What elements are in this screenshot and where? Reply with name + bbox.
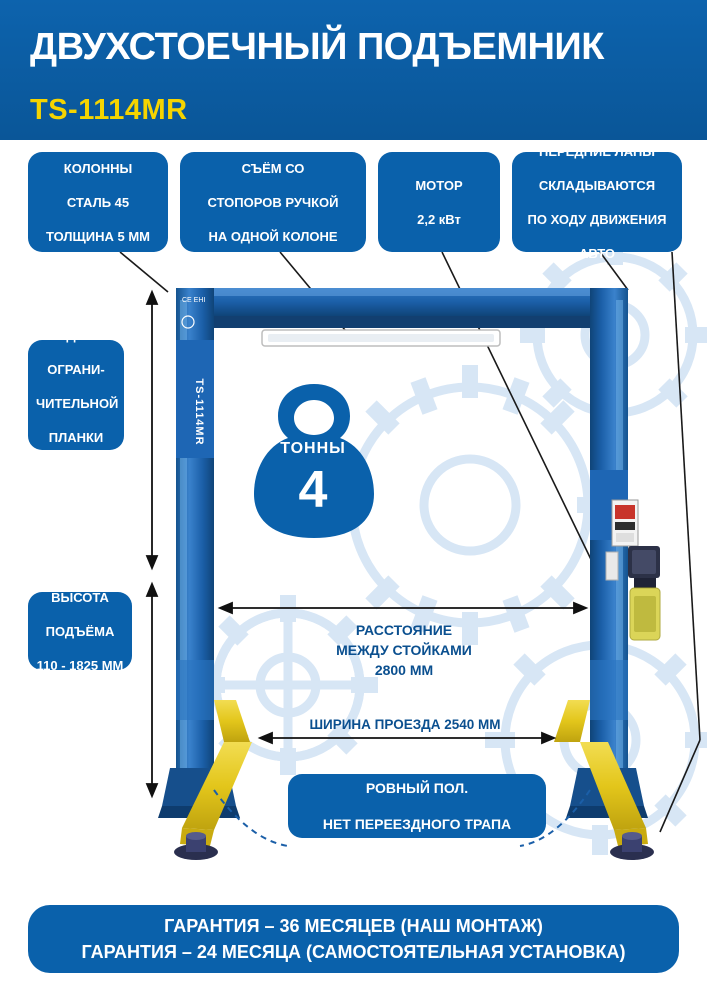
warranty-line-1: ГАРАНТИЯ – 36 МЕСЯЦЕВ (НАШ МОНТАЖ) (164, 916, 543, 936)
callout-lift-height-line1: ВЫСОТА (51, 589, 109, 605)
callout-arms-line4: АВТО (578, 245, 615, 261)
callout-stoppers-line2: СТОПОРОВ РУЧКОЙ (207, 194, 339, 210)
dimension-between-posts-line2: МЕЖДУ СТОЙКАМИ (336, 642, 472, 658)
callout-flat-floor[interactable] (288, 774, 546, 838)
dimension-between-posts-line1: РАССТОЯНИЕ (355, 622, 453, 638)
callout-arms-line3: ПО ХОДУ ДВИЖЕНИЯ (527, 211, 667, 227)
callout-height-limit-line1: ВЫСОТА ДО (47, 311, 105, 343)
callout-stoppers[interactable] (180, 152, 366, 252)
callout-flat-floor-line1: РОВНЫЙ ПОЛ. (365, 780, 469, 796)
callout-arms-line1: ПЕРЕДНИЕ ЛАПЫ (538, 143, 656, 159)
callout-height-limit-line2: ОГРАНИ- (47, 362, 105, 377)
callout-arms-line2: СКЛАДЫВАЮТСЯ (538, 177, 656, 193)
svg-text:CE EHI: CE EHI (182, 297, 206, 304)
warranty-line-2: ГАРАНТИЯ – 24 МЕСЯЦА (САМОСТОЯТЕЛЬНАЯ УСТАНОВКА) (81, 942, 626, 962)
capacity-units-label: ТОННЫ (280, 440, 346, 457)
callout-motor-line1: МОТОР (415, 177, 463, 193)
callout-columns[interactable] (28, 152, 168, 252)
callout-columns-line3: ТОЛЩИНА 5 ММ (45, 228, 150, 244)
callout-columns-line1: КОЛОННЫ (63, 160, 133, 176)
callout-height-limit-line4: ПЛАНКИ (48, 430, 104, 445)
callout-stoppers-line3: НА ОДНОЙ КОЛОНЕ (208, 228, 338, 244)
callout-flat-floor-line2: НЕТ ПЕРЕЕЗДНОГО ТРАПА (322, 816, 512, 832)
callout-lift-height-line3: 110 - 1825 ММ (36, 657, 124, 673)
callout-height-limit-line5: 3442 ММ (48, 464, 104, 479)
model-subtitle: TS-1114MR (30, 94, 188, 126)
column-model-text: TS-1114MR (193, 378, 205, 446)
callout-motor-line2: 2,2 кВт (417, 211, 461, 227)
callout-height-limit-line3: ЧИТЕЛЬНОЙ (36, 396, 119, 411)
callout-lift-height[interactable] (28, 589, 132, 673)
callout-height-limit[interactable] (28, 311, 124, 479)
dimension-between-posts (288, 620, 520, 680)
page-title: ДВУХСТОЕЧНЫЙ ПОДЪЕМНИК (30, 26, 604, 68)
callout-lift-height-line2: ПОДЪЁМА (45, 623, 115, 639)
dimension-between-posts-line3: 2800 ММ (374, 662, 434, 678)
dimension-drive-width: ШИРИНА ПРОЕЗДА 2540 ММ (309, 717, 501, 732)
warranty-footer (28, 905, 679, 973)
callout-arms[interactable] (512, 143, 682, 261)
callout-stoppers-line1: СЪЁМ СО (241, 160, 305, 176)
capacity-value: 4 (298, 461, 328, 519)
callout-columns-line2: СТАЛЬ 45 (66, 194, 130, 210)
callout-motor[interactable] (378, 152, 500, 252)
